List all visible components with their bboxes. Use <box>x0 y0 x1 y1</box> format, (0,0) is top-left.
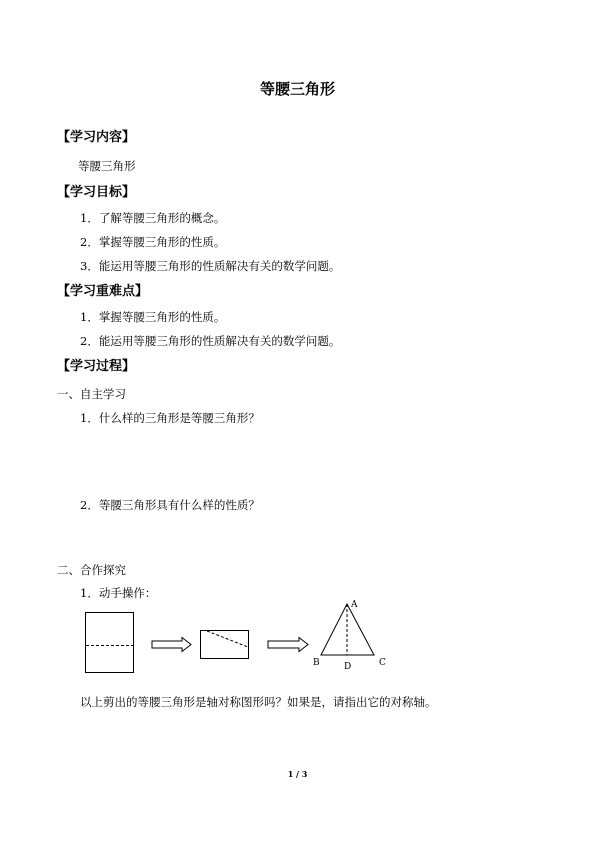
arrow-right-icon <box>268 638 308 652</box>
goal-item-1: 1．了解等腰三角形的概念。 <box>80 211 226 225</box>
half-paper-figure <box>201 631 249 659</box>
part2-symmetry-question: 以上剪出的等腰三角形是轴对称图形吗？如果是，请指出它的对称轴。 <box>80 695 437 709</box>
vertex-label-a: A <box>351 600 358 610</box>
content-text: 等腰三角形 <box>78 159 136 173</box>
key-point-item-2: 2．能运用等腰三角形的性质解决有关的数学问题。 <box>80 334 341 348</box>
goal-item-2: 2．掌握等腰三角形的性质。 <box>80 235 226 249</box>
point-label-d: D <box>344 662 352 672</box>
section-heading-process: 【学习过程】 <box>57 359 136 374</box>
folded-paper-figure <box>86 613 134 673</box>
isosceles-triangle-figure <box>313 600 386 672</box>
part1-question-1: 1．什么样的三角形是等腰三角形？ <box>80 411 260 425</box>
goal-item-3: 3．能运用等腰三角形的性质解决有关的数学问题。 <box>80 259 341 273</box>
vertex-label-c: C <box>379 658 386 668</box>
part1-title: 一、自主学习 <box>57 387 126 401</box>
part2-title: 二、合作探究 <box>57 563 126 577</box>
page-title: 等腰三角形 <box>259 80 335 98</box>
section-heading-goals: 【学习目标】 <box>57 185 136 200</box>
arrow-right-icon <box>152 638 191 652</box>
section-heading-content: 【学习内容】 <box>57 130 136 145</box>
section-heading-key-points: 【学习重难点】 <box>57 284 149 299</box>
part2-question-1: 1．动手操作： <box>80 586 157 600</box>
page-number: 1 / 3 <box>287 769 308 779</box>
vertex-label-b: B <box>313 658 320 668</box>
part1-question-2: 2．等腰三角形具有什么样的性质？ <box>80 498 260 512</box>
folding-diagram <box>0 595 595 675</box>
key-point-item-1: 1．掌握等腰三角形的性质。 <box>80 310 226 324</box>
